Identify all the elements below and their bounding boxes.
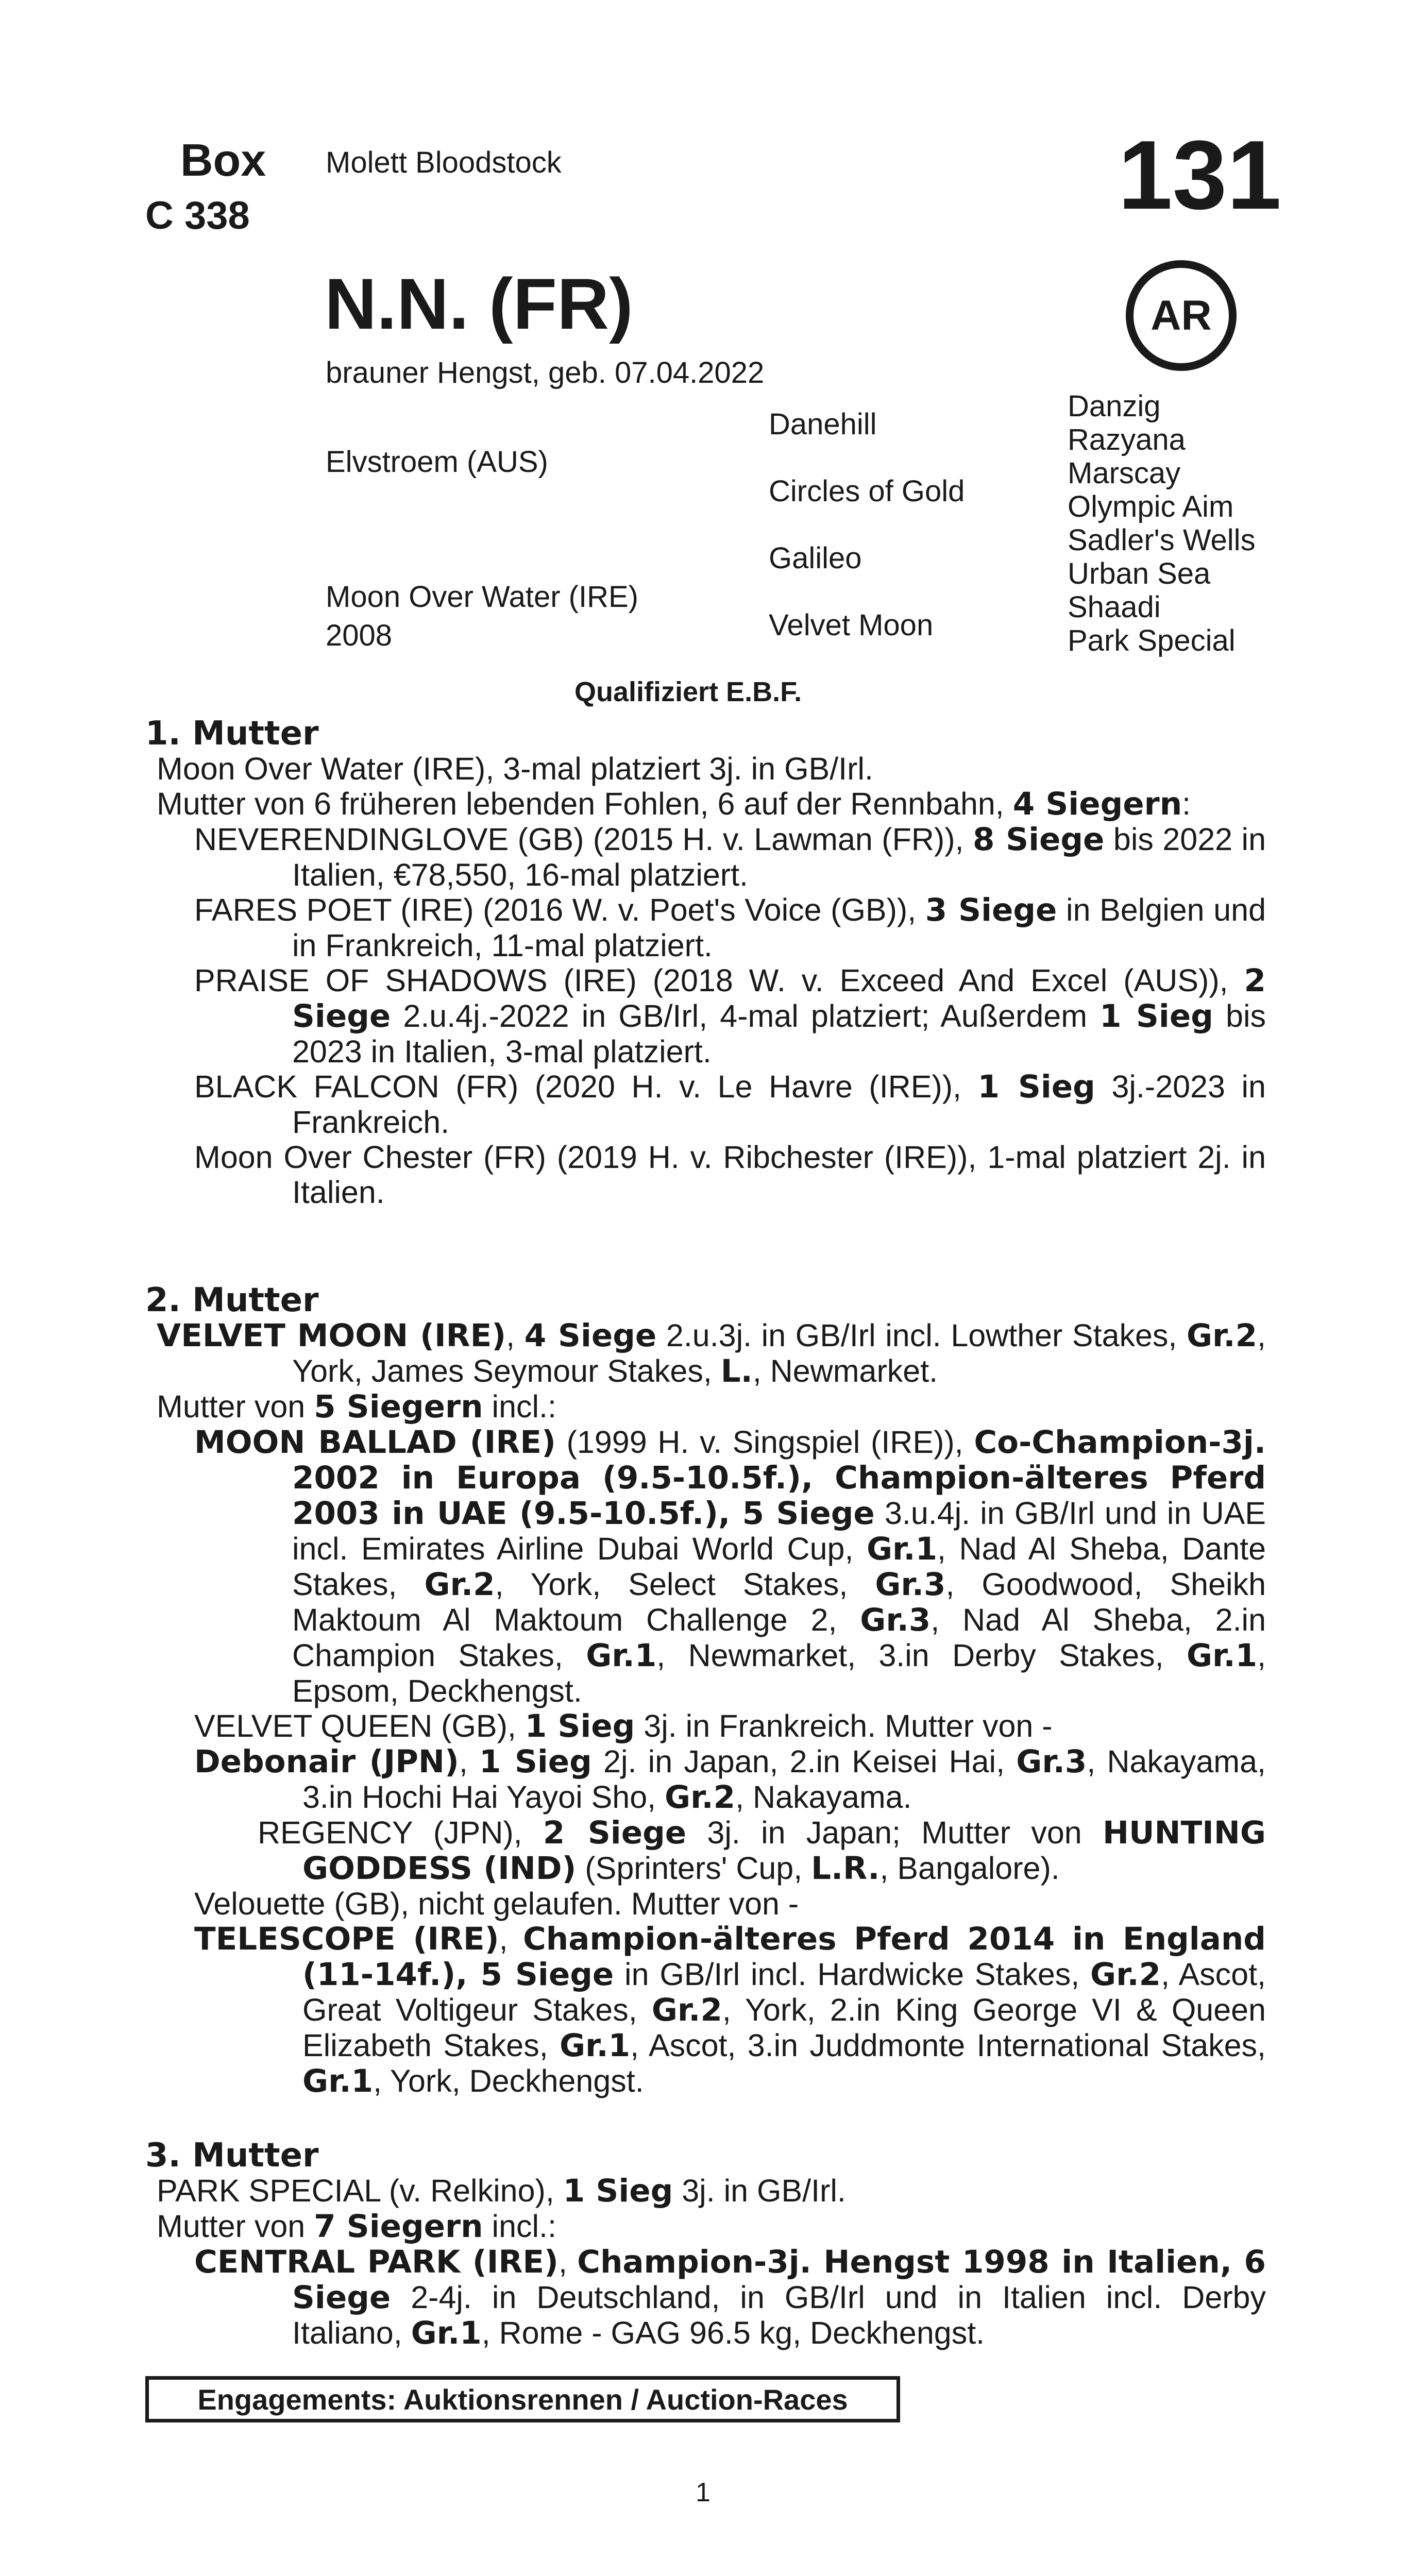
- grand-offspring-entry: REGENCY (JPN), 2 Siege 3j. in Japan; Mutter von HUNTING GODDESS (IND) (Sprinters' Cup, L.R., Bangalore).: [258, 1815, 1266, 1887]
- offspring-entry: PRAISE OF SHADOWS (IRE) (2018 W. v. Exceed And Excel (AUS)), 2 Siege 2.u.4j.-2022 in GB/Irl, 4-mal platziert; Außerdem 1 Sieg bis 2023 in Italien, 3-mal platziert.: [194, 962, 1266, 1069]
- first-dam-section: [145, 716, 1266, 1210]
- great-grandparent: Park Special: [1068, 624, 1236, 657]
- engagements-box: Engagements: Auktionsrennen / Auction-Races: [145, 2376, 900, 2422]
- horse-name: N.N. (FR): [325, 263, 633, 344]
- great-grandparent: Urban Sea: [1068, 557, 1211, 590]
- grandparent: Velvet Moon: [769, 608, 934, 642]
- box-label: Box: [180, 134, 266, 185]
- offspring-entry: NEVERENDINGLOVE (GB) (2015 H. v. Lawman (FR)), 8 Siege bis 2022 in Italien, €78,550, 16-mal platziert.: [194, 821, 1266, 892]
- offspring-entry: MOON BALLAD (IRE) (1999 H. v. Singspiel (IRE)), Co-Champion-3j. 2002 in Europa (9.5-10.5f.), Champion-älteres Pferd 2003 in UAE (9.5-10.5f.), 5 Siege 3.u.4j. in GB/Irl und in UAE incl. Emirates Airline Dubai World Cup, Gr.1, Nad Al Sheba, Dante Stakes, Gr.2, York, Select Stakes, Gr.3, Goodwood, Sheikh Maktoum Al Maktoum Challenge 2, Gr.3, Nad Al Sheba, 2.in Champion Stakes, Gr.1, Newmarket, 3.in Derby Stakes, Gr.1, Epsom, Deckhengst.: [194, 1424, 1266, 1708]
- produce-summary: Mutter von 7 Siegern incl.:: [157, 2208, 556, 2245]
- great-grandparent: Olympic Aim: [1068, 490, 1234, 523]
- offspring-entry: BLACK FALCON (FR) (2020 H. v. Le Havre (IRE)), 1 Sieg 3j.-2023 in Frankreich.: [194, 1069, 1266, 1140]
- grand-offspring-entry: Debonair (JPN), 1 Sieg 2j. in Japan, 2.in Keisei Hai, Gr.3, Nakayama, 3.in Hochi Hai Yayoi Sho, Gr.2, Nakayama.: [194, 1743, 1266, 1816]
- grandparent: Circles of Gold: [769, 474, 965, 508]
- ar-badge: AR: [1126, 260, 1237, 371]
- offspring-entry: FARES POET (IRE) (2016 W. v. Poet's Voice (GB)), 3 Siege in Belgien und in Frankreich, 11-mal platziert.: [194, 892, 1266, 963]
- grandparent: Galileo: [769, 541, 862, 575]
- qualification-note: Qualifiziert E.B.F.: [574, 676, 802, 707]
- great-grandparent: Danzig: [1068, 389, 1161, 423]
- section-heading: 2. Mutter: [145, 1281, 319, 1319]
- second-dam-section: [145, 1283, 1266, 2099]
- dam-year: 2008: [326, 619, 393, 652]
- grand-offspring-entry: TELESCOPE (IRE), Champion-älteres Pferd 2014 in England (11-14f.), 5 Siege in GB/Irl incl. Hardwicke Stakes, Gr.2, Ascot, Great Voltigeur Stakes, Gr.2, York, 2.in King George VI & Queen Elizabeth Stakes, Gr.1, Ascot, 3.in Juddmonte International Stakes, Gr.1, York, Deckhengst.: [194, 1921, 1266, 2099]
- section-heading: 3. Mutter: [145, 2137, 319, 2175]
- great-grandparent: Sadler's Wells: [1068, 523, 1256, 557]
- sire: Elvstroem (AUS): [326, 445, 548, 479]
- dam-record: PARK SPECIAL (v. Relkino), 1 Sieg 3j. in GB/Irl.: [157, 2173, 846, 2209]
- dam-record: Moon Over Water (IRE), 3-mal platziert 3j. in GB/Irl.: [157, 751, 873, 786]
- great-grandparent: Marscay: [1068, 456, 1181, 490]
- offspring-entry: VELVET QUEEN (GB), 1 Sieg 3j. in Frankreich. Mutter von -: [194, 1708, 1053, 1744]
- box-code: C 338: [145, 194, 250, 238]
- dam: Moon Over Water (IRE): [326, 580, 638, 614]
- page-number: 1: [696, 2478, 711, 2507]
- offspring-entry: Velouette (GB), nicht gelaufen. Mutter von -: [194, 1886, 799, 1921]
- lot-number: 131: [1118, 121, 1282, 230]
- consignor: Molett Bloodstock: [326, 146, 562, 179]
- horse-description: brauner Hengst, geb. 07.04.2022: [326, 356, 765, 389]
- produce-summary: Mutter von 6 früheren lebenden Fohlen, 6 auf der Rennbahn, 4 Siegern:: [157, 786, 1191, 822]
- great-grandparent: Shaadi: [1068, 590, 1161, 624]
- offspring-entry: Moon Over Chester (FR) (2019 H. v. Ribchester (IRE)), 1-mal platziert 2j. in Italien.: [194, 1140, 1266, 1210]
- grandparent: Danehill: [769, 408, 877, 441]
- section-heading: 1. Mutter: [145, 715, 319, 753]
- dam-record: VELVET MOON (IRE), 4 Siege 2.u.3j. in GB/Irl incl. Lowther Stakes, Gr.2, York, James Seymour Stakes, L., Newmarket.: [157, 1317, 1266, 1389]
- offspring-entry: CENTRAL PARK (IRE), Champion-3j. Hengst 1998 in Italien, 6 Siege 2-4j. in Deutschland, in GB/Irl und in Italien incl. Derby Italiano, Gr.1, Rome - GAG 96.5 kg, Deckhengst.: [194, 2244, 1266, 2351]
- great-grandparent: Razyana: [1068, 423, 1186, 456]
- produce-summary: Mutter von 5 Siegern incl.:: [157, 1388, 556, 1425]
- third-dam-section: [145, 2138, 1266, 2351]
